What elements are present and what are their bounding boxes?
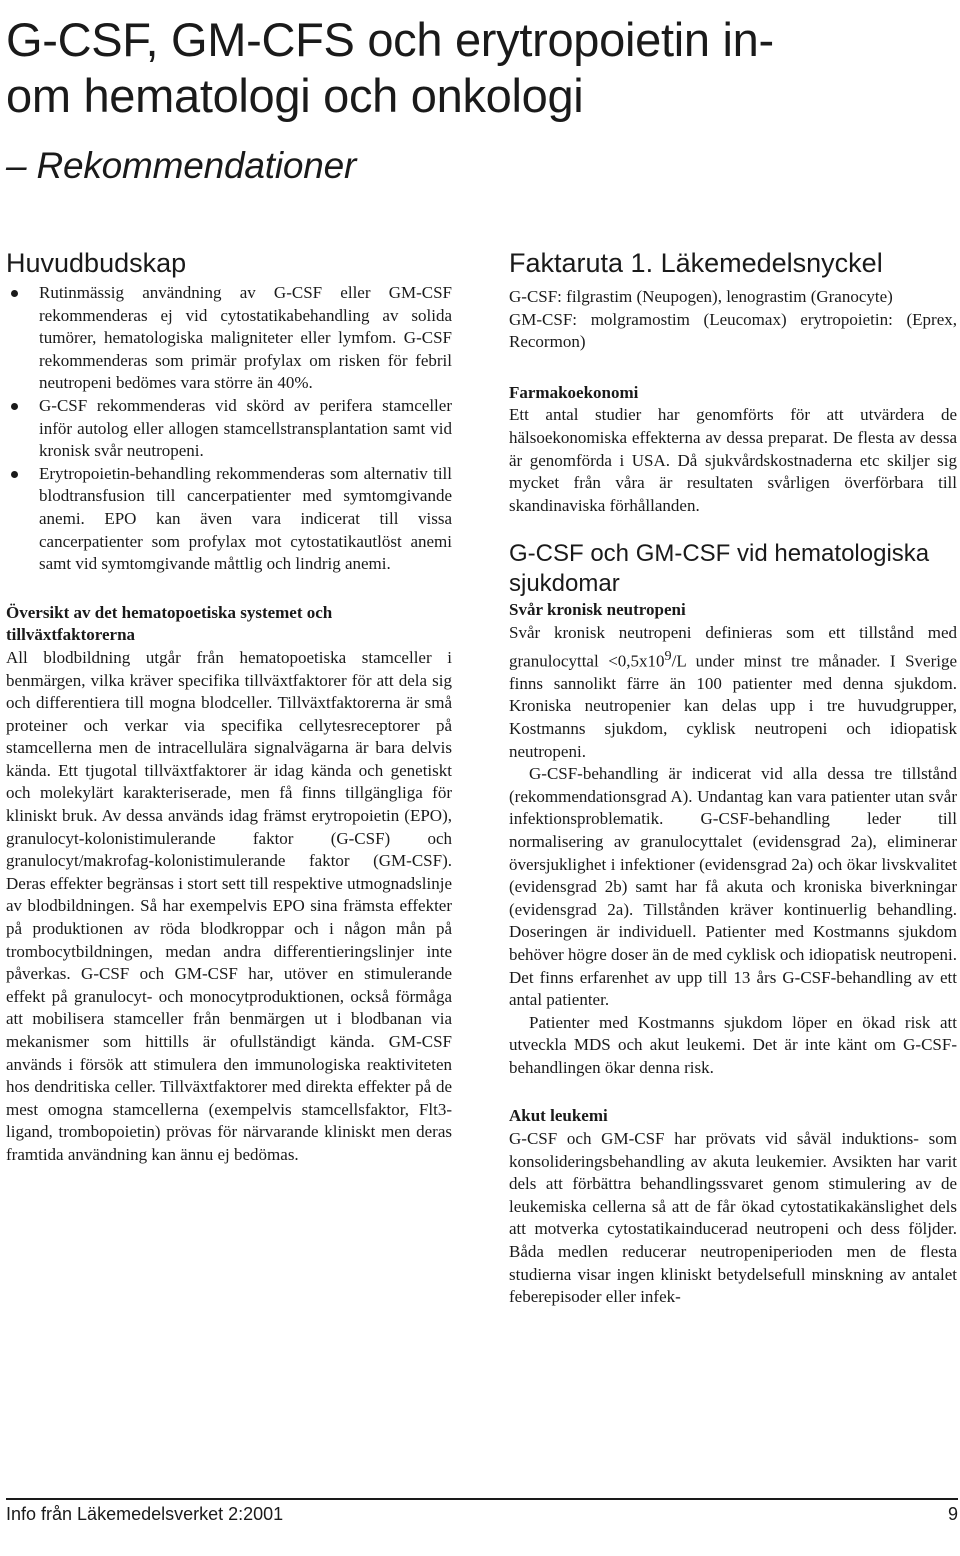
bullet-text: G-CSF rekommenderas vid skörd av perifera stamceller inför autolog eller allogen stamcellstransplantation samt vid kronisk svår neutropeni. xyxy=(39,395,452,461)
page-title xyxy=(6,12,906,124)
footer-divider xyxy=(6,1498,958,1500)
neutropeni-subheading: Svår kronisk neutropeni xyxy=(509,600,686,620)
farmakoekonomi-heading: Farmakoekonomi xyxy=(509,382,639,402)
bullet-text: Erytropoietin-behandling rekommenderas som alternativ till blodtransfusion till cancerpatienter med symtomgivande anemi. EPO kan även vara indicerat till vissa cancerpatienter som profylax mot cytostatikautlöst anemi samt vid symtomgivande måttlig och lindrig anemi. xyxy=(39,463,452,574)
bullet-icon xyxy=(11,290,18,297)
neutropeni-paragraph-2: G-CSF-behandling är indicerat vid alla dessa tre tillstånd (rekommendationsgrad A). Undantag kan vara patienter utan svår infektionsproblematik. G-CSF-behandling leder till normalisering av granulocyttalet (evidensgrad 2a), eliminerar översjuklighet i infektioner (evidensgrad 2a) och ökar livskvalitet (evidensgrad 2b) samt har få akuta och kroniska biverkningar (evidensgrad 2a). Tillstånden kräver kontinuerlig behandling. Doseringen är individuell. Patienter med Kostmanns sjukdom behöver högre doser än de med cyklisk och idiopatisk neutropeni. Det finns erfarenhet av upp till 13 års G-CSF-behandling av ett antal patienter. xyxy=(509,764,957,1010)
farmakoekonomi-text: Ett antal studier har genomförts för att utvärdera de hälsoekonomiska effekterna av dessa preparat. De flesta av dessa är genomförda i USA. Då sjukvårdskostnaderna etc skiljer sig mycket från våra är resultaten svårligen överförbara till skandinaviska förhållanden. xyxy=(509,405,957,515)
bullet-text: Rutinmässig användning av G-CSF eller GM-CSF rekommenderas ej vid cytostatikabehandling av solida tumörer, hematologiska maligniteter eller lymfom. G-CSF rekommenderas som primär profylax om risken för febril neutropeni bedömes vara större än 40%. xyxy=(39,283,452,393)
hematologiska-heading: G-CSF och GM-CSF vid hematologiska sjukdomar xyxy=(509,540,930,598)
faktaruta-line-2: GM-CSF: molgramostim (Leucomax) erytropoietin: (Eprex, Recormon) xyxy=(509,309,957,352)
neutropeni-text-a: Svår kronisk neutropeni definieras som ett tillstånd med granulocyttal <0,5x10 xyxy=(509,622,957,671)
huvudbudskap-heading: Huvudbudskap xyxy=(6,248,187,278)
page-footer xyxy=(6,1498,958,1525)
neutropeni-text-b: /L under minst tre månader. I Sverige finns sannolikt färre än 100 patienter med denna sjukdom. Kroniska neutropenier kan delas upp i tre huvudgrupper, Kostmanns sjukdom, cyklisk neutropeni och idiopatisk neutropeni. xyxy=(509,651,957,761)
faktaruta-heading: Faktaruta 1. Läkemedelsnyckel xyxy=(509,248,883,278)
neutropeni-superscript: 9 xyxy=(664,647,672,664)
bullet-icon xyxy=(11,403,18,410)
footer-source: Info från Läkemedelsverket 2:2001 xyxy=(6,1504,284,1524)
right-column xyxy=(509,246,957,1309)
faktaruta-line-1: G-CSF: filgrastim (Neupogen), lenograstim (Granocyte) xyxy=(509,287,893,306)
oversikt-heading: Översikt av det hematopoetiska systemet och tillväxtfaktorerna xyxy=(6,602,333,645)
list-item xyxy=(6,282,452,395)
akut-leukemi-text: G-CSF och GM-CSF har prövats vid såväl induktions- som konsolideringsbehandling av akuta leukemier. Avsikten har varit dels att förbättra behandlingssvaret genom stimulering av de leukemiska cellerna så att de får ökad cytostatikakänslighet dels att motverka cytostatikainducerad neutropeni och dess följder. Båda medlen reducerar neutropeniperioden men de flesta studierna visar ingen kliniskt betydelsefull minskning av antalet feberepisoder eller infek- xyxy=(509,1129,957,1307)
title-line-1: G-CSF, GM-CFS och erytropoietin in- xyxy=(6,13,774,66)
neutropeni-paragraph-1 xyxy=(509,622,957,763)
huvudbudskap-list xyxy=(6,282,452,576)
page-subtitle: – Rekommendationer xyxy=(6,145,357,186)
title-block xyxy=(6,12,906,188)
page-number: 9 xyxy=(947,1504,958,1524)
title-line-2: om hematologi och onkologi xyxy=(6,69,584,122)
akut-leukemi-heading: Akut leukemi xyxy=(509,1106,608,1126)
oversikt-text: All blodbildning utgår från hematopoetiska stamceller i benmärgen, vilka kräver specifika tillväxtfaktorer för att dela sig och differentiera till mogna blodceller. Tillväxtfaktorerna är små proteiner och verkar via specifika cellytesreceptorer på stamcellerna men de intracellulära signalvägarna är bara delvis kända. Ett tjugotal tillväxtfaktorer är idag kända och genetiskt och molekylärt karakteriserade, men få finns tillgängliga för kliniskt bruk. Av dessa används idag främst erytropoietin (EPO), granulocyt-kolonistimulerande faktor (G-CSF) och granulocyt/makrofag-kolonistimulerande faktor (GM-CSF). Deras effekter begränsas i stort sett till respektive utmognadslinje av blodbildningen. Så har exempelvis EPO sina främsta effekter på produktionen av röda blodkroppar och i någon mån på trombocytbildningen, medan andra differentieringslinjer inte påverkas. G-CSF och GM-CSF har, utöver en stimulerande effekt på granulocyt- och monocytproduktionen, också förmåga att mobilisera stamceller från benmärgen ut i blodbanan via mekanismer som hittills är ofullständigt kända. GM-CSF används i försök att stimulera den immunologiska reaktiviteten hos dendritiska celler. Tillväxtfaktorer med direkta effekter på de mest omogna stamcellerna (exempelvis stamcellsfaktor, Flt3-ligand, trombopoietin) prövas för närvarande kliniskt men deras framtida användning kan ännu ej bedömas. xyxy=(6,647,452,1164)
faktaruta-box xyxy=(509,286,957,354)
bullet-icon xyxy=(11,471,18,478)
left-column xyxy=(6,246,452,1167)
list-item xyxy=(6,395,452,463)
neutropeni-paragraph-3: Patienter med Kostmanns sjukdom löper en ökad risk att utveckla MDS och akut leukemi. Det är inte känt om G-CSF-behandlingen ökar denna risk. xyxy=(509,1012,957,1077)
list-item xyxy=(6,463,452,576)
